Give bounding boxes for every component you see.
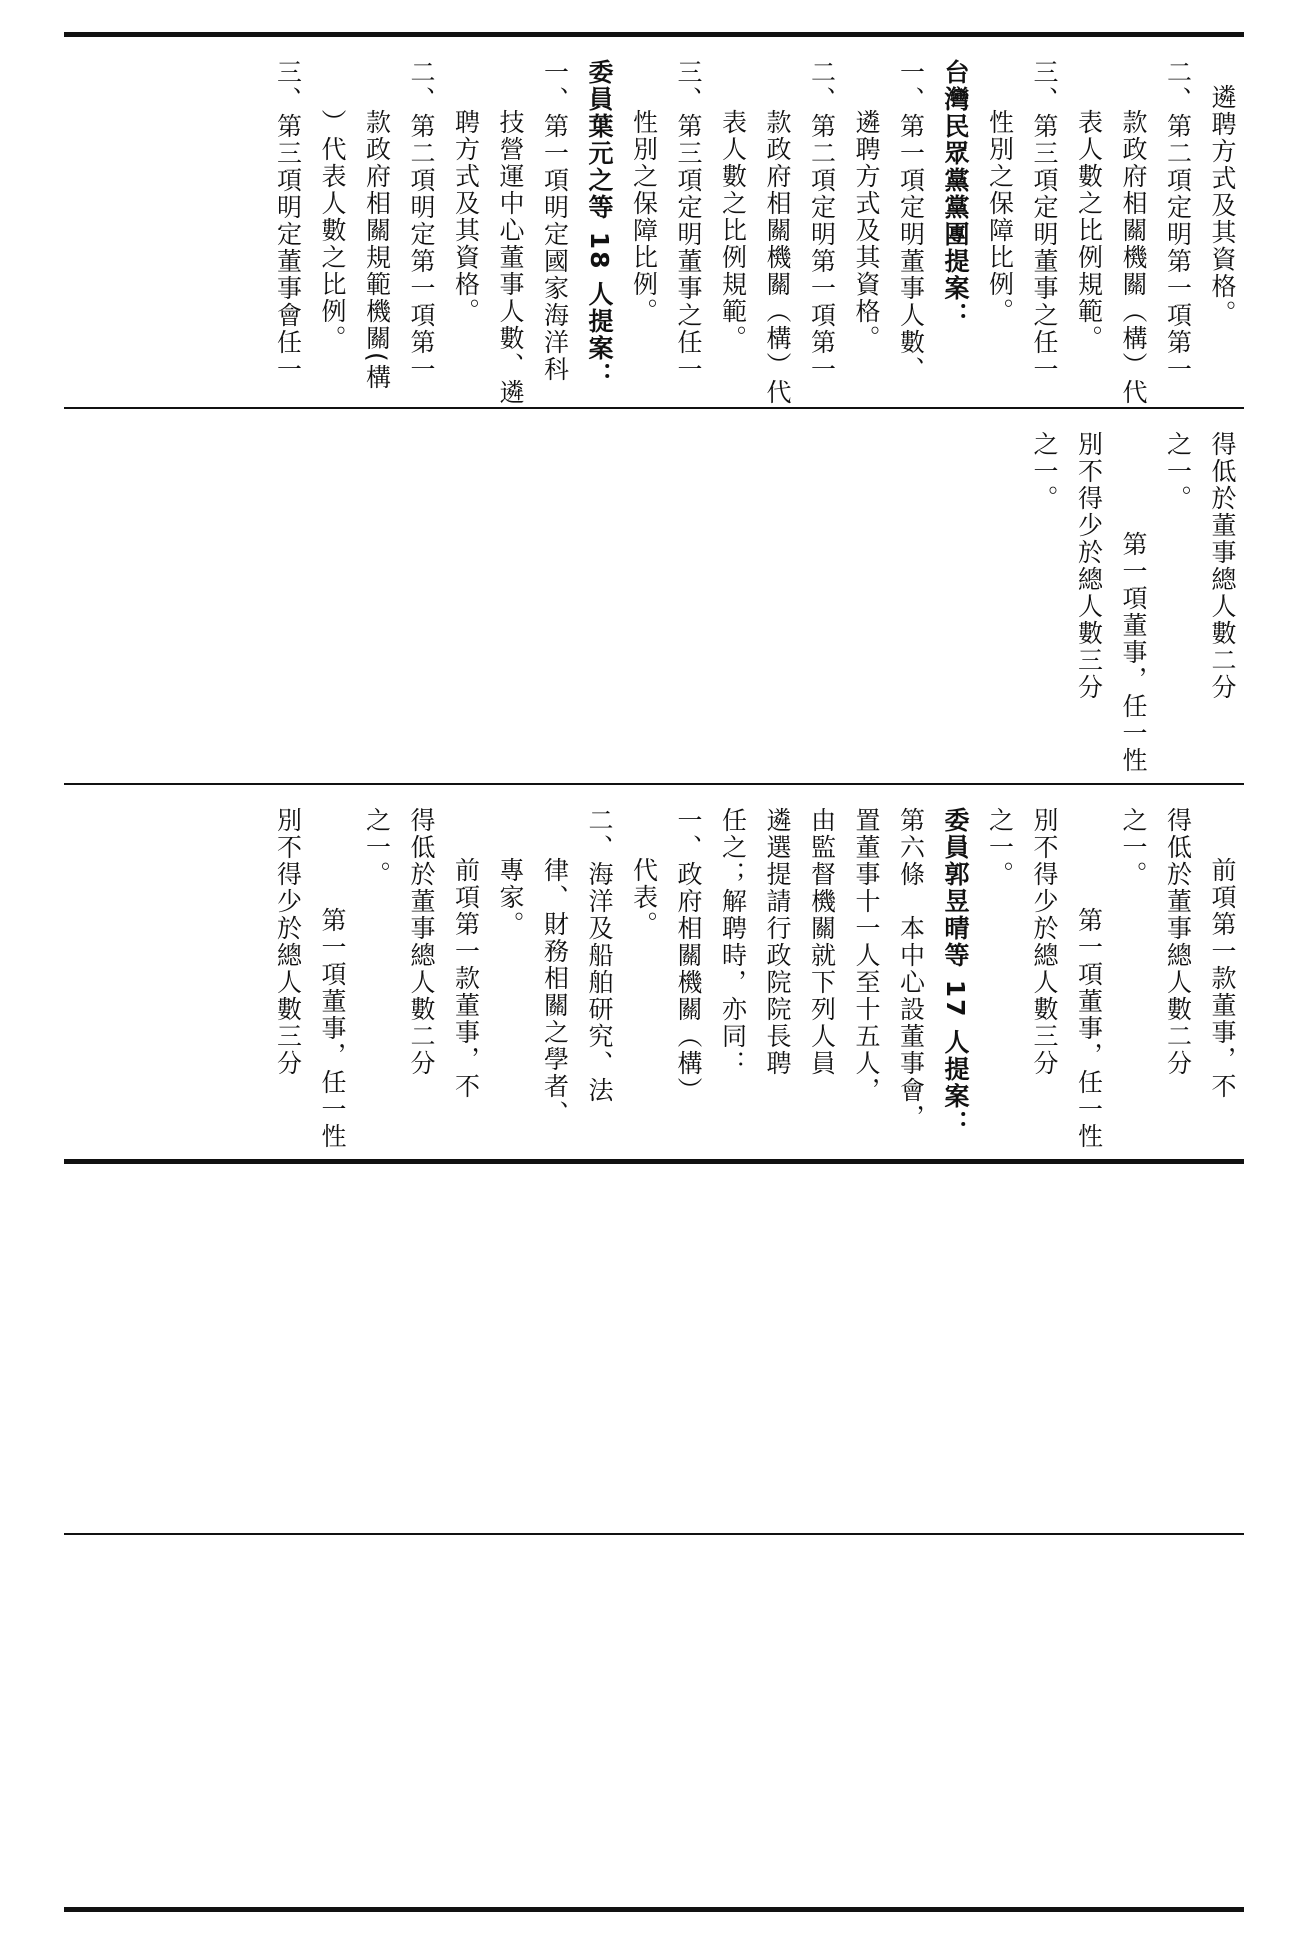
- text-line: 一、第一項定明董事人數、: [896, 59, 926, 383]
- text-line: 之一。: [362, 807, 392, 888]
- text-line: 之一。: [985, 807, 1015, 888]
- text-line: 性別之保障比例。: [629, 109, 659, 325]
- text-column-row-5: [64, 1535, 1244, 1907]
- text-line: 性別之保障比例。: [985, 109, 1015, 325]
- cell-row-1: [64, 37, 1244, 407]
- text-column-row-2: [64, 409, 1244, 783]
- text-line: 任之；解聘時，亦同：: [718, 807, 748, 1077]
- text-line: 款政府相關機關（構）代: [1119, 109, 1148, 406]
- cell-row-2: [64, 409, 1244, 783]
- text-line: 三、第三項定明董事之任一: [1030, 59, 1059, 383]
- text-column-row-3: [64, 785, 1244, 1159]
- text-line: 得低於董事總人數二分: [1163, 807, 1193, 1077]
- text-line: 得低於董事總人數二分: [1208, 431, 1237, 701]
- text-line: 別不得少於總人數三分: [1074, 431, 1104, 701]
- text-column-row-1: [64, 37, 1244, 407]
- text-line: 第六條 本中心設董事會，: [896, 807, 926, 1131]
- text-line: 第一項董事，任一性: [318, 907, 347, 1150]
- text-line: 聘方式及其資格。: [451, 109, 481, 325]
- text-line: 置董事十一人至十五人，: [852, 807, 881, 1104]
- text-line: 第一項董事，任一性: [1074, 907, 1104, 1150]
- cell-row-5: [64, 1535, 1244, 1907]
- text-line: 前項第一款董事，不: [451, 857, 481, 1100]
- text-line: 別不得少於總人數三分: [273, 807, 303, 1077]
- text-line: 由監督機關就下列人員: [807, 807, 837, 1077]
- text-line: 表人數之比例規範。: [718, 109, 748, 352]
- text-line: 表人數之比例規範。: [1074, 109, 1104, 352]
- text-line: 得低於董事總人數二分: [407, 807, 436, 1077]
- text-line: 三、第三項明定董事會任一: [273, 59, 303, 383]
- text-line: 之一。: [1119, 807, 1148, 888]
- text-line: 專家。: [496, 857, 525, 938]
- text-line: 之一。: [1163, 431, 1193, 512]
- text-line: ）代表人數之比例。: [318, 109, 347, 352]
- text-line: 別不得少於總人數三分: [1030, 807, 1059, 1077]
- text-line: 款政府相關機關（構）代: [763, 109, 792, 406]
- text-line: 一、政府相關機關（構）: [674, 807, 703, 1104]
- text-line: 前項第一款董事，不: [1208, 857, 1237, 1100]
- cell-row-3: [64, 785, 1244, 1159]
- text-line: 委員郭昱晴等 17 人提案：: [941, 807, 970, 1138]
- cell-row-4: [64, 1164, 1244, 1533]
- text-line: 遴聘方式及其資格。: [852, 109, 881, 352]
- text-line: 二、第二項定明第一項第一: [807, 59, 837, 383]
- text-line: 二、第二項明定第一項第一: [407, 59, 436, 383]
- text-line: 二、第二項定明第一項第一: [1163, 59, 1193, 383]
- text-column-row-4: [64, 1164, 1244, 1533]
- text-line: 遴聘方式及其資格。: [1208, 84, 1237, 327]
- text-line: 委員葉元之等 18 人提案：: [585, 59, 614, 390]
- text-line: 第一項董事，任一性: [1119, 531, 1148, 774]
- text-line: 代表。: [629, 857, 659, 938]
- text-line: 遴選提請行政院院長聘: [763, 807, 792, 1077]
- text-line: 台灣民眾黨黨團提案：: [941, 59, 970, 329]
- text-line: 之一。: [1030, 431, 1059, 512]
- text-line: 一、第一項明定國家海洋科: [540, 59, 570, 383]
- text-line: 款政府相關規範機關(構: [362, 109, 392, 391]
- text-line: 二、海洋及船舶研究、法: [585, 807, 614, 1104]
- text-line: 律、財務相關之學者、: [540, 857, 570, 1127]
- bottom-rule: [64, 1907, 1244, 1912]
- text-line: 三、第三項定明董事之任一: [674, 59, 703, 383]
- text-line: 技營運中心董事人數、遴: [496, 109, 525, 406]
